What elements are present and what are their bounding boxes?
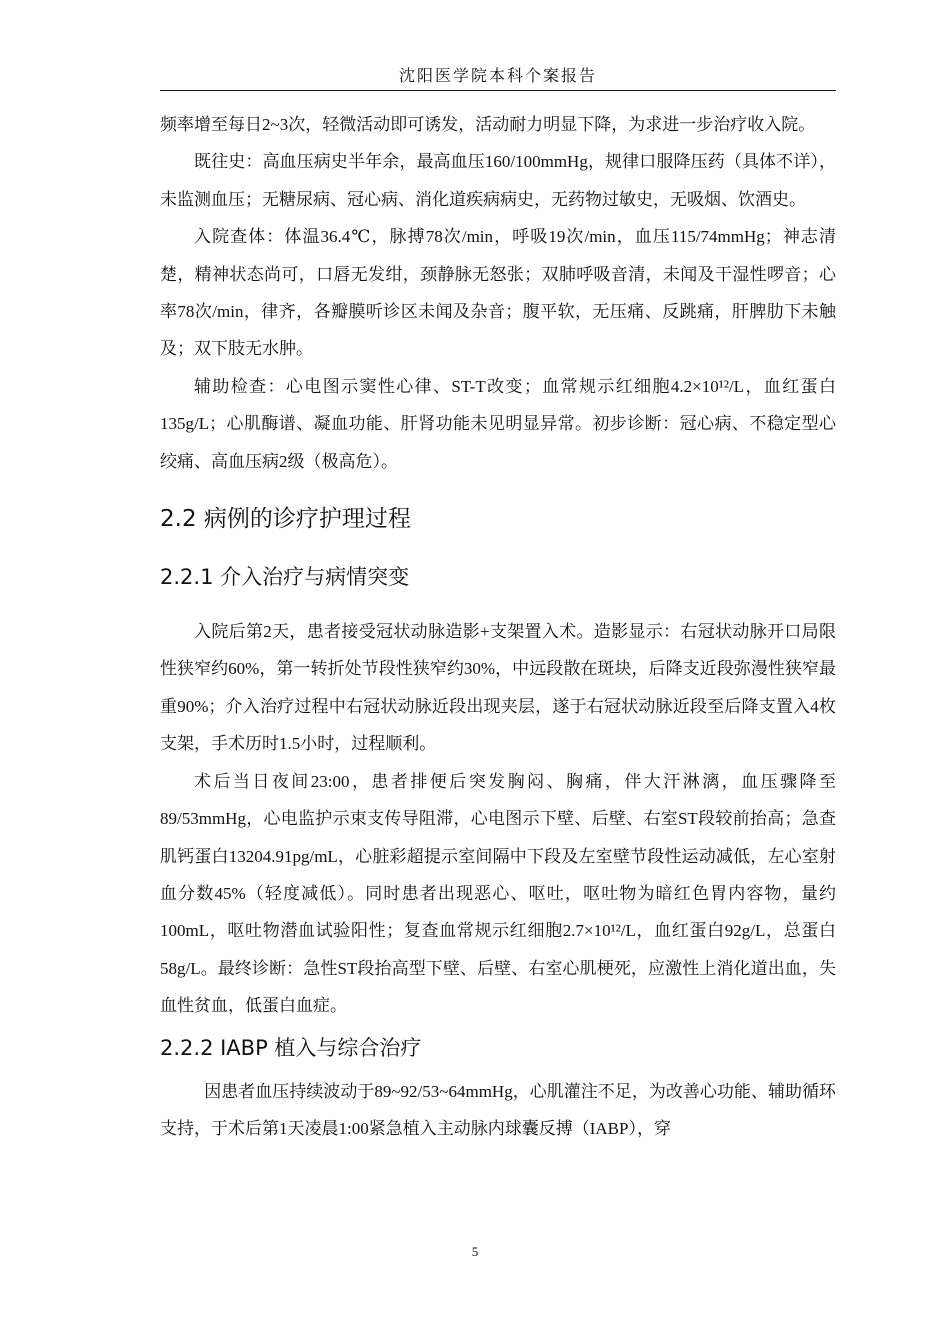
report-body <box>160 106 836 1147</box>
paragraph-past-history: 既往史：高血压病史半年余，最高血压160/100mmHg，规律口服降压药（具体不详），未监测血压；无糖尿病、冠心病、消化道疾病病史，无药物过敏史，无吸烟、饮酒史。 <box>160 152 836 209</box>
section-heading-2-2-2: 2.2.2 IABP 植入与综合治疗 <box>160 1035 422 1060</box>
paragraph-condition-change: 术后当日夜间23:00，患者排便后突发胸闷、胸痛，伴大汗淋漓，血压骤降至89/53mmHg，心电监护示束支传导阻滞，心电图示下壁、后壁、右室ST段较前抬高；急查肌钙蛋白13204.91pg/mL，心脏彩超提示室间隔中下段及左室壁节段性运动减低，左心室射血分数45%（轻度减低）。同时患者出现恶心、呕吐，呕吐物为暗红色胃内容物，量约100mL，呕吐物潜血试验阳性；复查血常规示红细胞2.7×10¹²/L，血红蛋白92g/L，总蛋白58g/L。最终诊断：急性ST段抬高型下壁、后壁、右室心肌梗死，应激性上消化道出血，失血性贫血，低蛋白血症。 <box>160 771 836 1016</box>
section-heading-2-2: 2.2 病例的诊疗护理过程 <box>160 506 411 533</box>
page-number: 5 <box>471 1244 479 1259</box>
paragraph-auxiliary-exam: 辅助检查：心电图示窦性心律、ST-T改变；血常规示红细胞4.2×10¹²/L，血红蛋白135g/L；心肌酶谱、凝血功能、肝肾功能未见明显异常。初步诊断：冠心病、不稳定型心绞痛、高血压病2级（极高危）。 <box>160 376 836 471</box>
paragraph-iabp-implantation: 因患者血压持续波动于89~92/53~64mmHg，心肌灌注不足，为改善心功能、辅助循环支持，于术后第1天凌晨1:00紧急植入主动脉内球囊反搏（IABP），穿 <box>160 1081 836 1138</box>
page-header: 沈阳医学院本科个案报告 <box>160 64 836 91</box>
paragraph-physical-exam: 入院查体：体温36.4℃，脉搏78次/min，呼吸19次/min，血压115/74mmHg；神志清楚，精神状态尚可，口唇无发绀，颈静脉无怒张；双肺呼吸音清，未闻及干湿性啰音；心率78次/min，律齐，各瓣膜听诊区未闻及杂音；腹平软，无压痛、反跳痛，肝脾肋下未触及；双下肢无水肿。 <box>160 227 836 359</box>
section-heading-2-2-1: 2.2.1 介入治疗与病情突变 <box>160 565 410 590</box>
paragraph-chief-complaint-end: 频率增至每日2~3次，轻微活动即可诱发，活动耐力明显下降，为求进一步治疗收入院。 <box>160 115 816 134</box>
paragraph-interventional-treatment: 入院后第2天，患者接受冠状动脉造影+支架置入术。造影显示：右冠状动脉开口局限性狭窄约60%，第一转折处节段性狭窄约30%，中远段散在斑块，后降支近段弥漫性狭窄最重90%；介入治疗过程中右冠状动脉近段出现夹层，遂于右冠状动脉近段至后降支置入4枚支架，手术历时1.5小时，过程顺利。 <box>160 622 836 754</box>
